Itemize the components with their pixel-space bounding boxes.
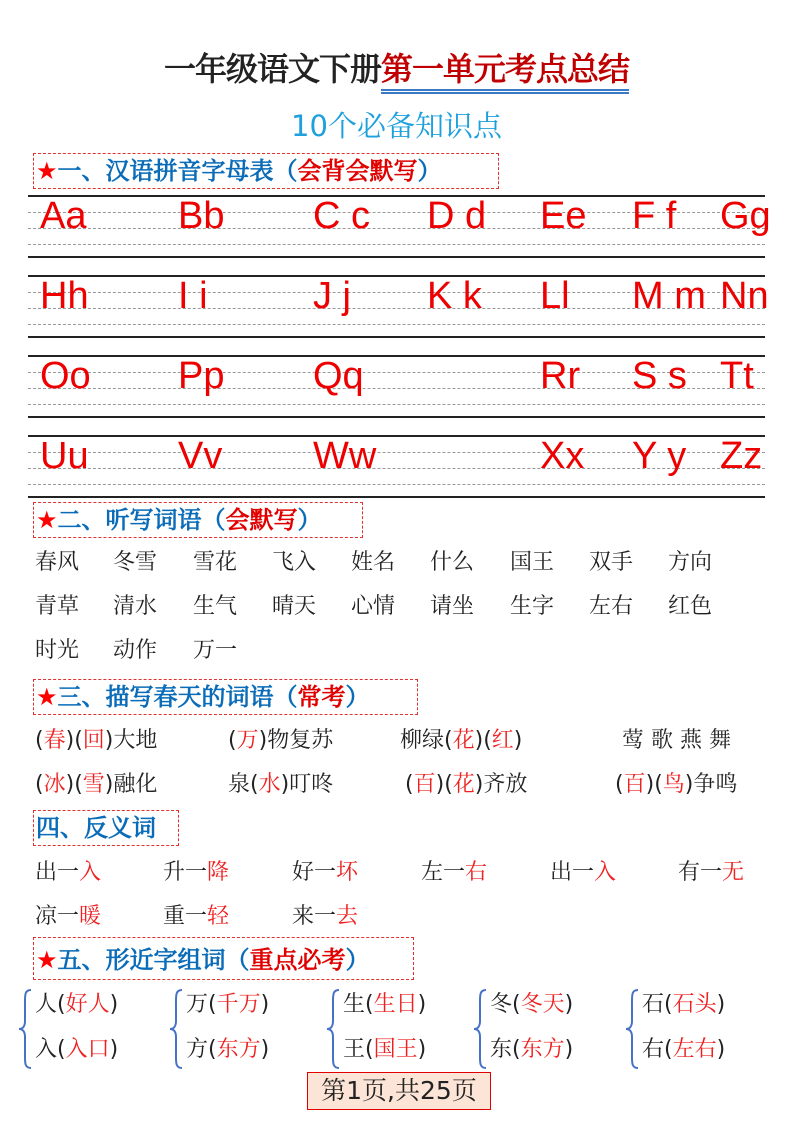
- heading-close: ）: [297, 506, 322, 534]
- character: 东: [490, 1037, 513, 1062]
- letter-pair: S s: [632, 355, 687, 397]
- paren: ): [417, 1037, 427, 1062]
- phrase-text: )融化: [104, 772, 158, 797]
- word-item: 动作: [113, 638, 158, 663]
- phrase-text: ): [513, 728, 523, 753]
- word-item: 国王: [510, 550, 555, 575]
- char-group-item: [490, 994, 573, 1016]
- word-item: 请坐: [430, 594, 475, 619]
- antonym-answer: 入: [594, 860, 617, 885]
- phrase-item: [405, 774, 527, 796]
- page-number: 第1页,共25页: [307, 1072, 491, 1110]
- antonym-answer: 暖: [79, 904, 102, 929]
- letter-pair: Xx: [540, 435, 585, 477]
- phrase-text: )(: [65, 728, 83, 753]
- word-item: 生气: [193, 594, 238, 619]
- heading-close: ）: [345, 683, 370, 711]
- phrase-item: [35, 774, 157, 796]
- phrase-text: )(: [474, 728, 492, 753]
- letter-pair: Y y: [632, 435, 687, 477]
- letter-pair: I i: [178, 275, 208, 317]
- phrase-text: (: [228, 728, 237, 753]
- antonym-pair: [678, 862, 744, 884]
- heading-close: ）: [417, 157, 442, 185]
- word-item: 方向: [668, 550, 713, 575]
- antonym-word: 来一: [292, 904, 337, 929]
- character: 入: [35, 1037, 58, 1062]
- phrase-text: )齐放: [474, 772, 528, 797]
- letter-pair: M m: [632, 275, 706, 317]
- antonym-word: 升一: [163, 860, 208, 885]
- heading-note: 重点必考: [249, 946, 346, 974]
- heading-label: 四、反义词: [36, 814, 156, 842]
- antonym-answer: 右: [465, 860, 488, 885]
- char-group-item: [490, 1039, 573, 1061]
- star-icon: ★: [36, 506, 58, 534]
- dotted-guide-line: [28, 324, 765, 325]
- letter-pair: F f: [632, 195, 677, 237]
- antonym-word: 凉一: [35, 904, 80, 929]
- word-item: 姓名: [351, 550, 396, 575]
- phrase-text: )(: [65, 772, 83, 797]
- brace-icon: [17, 988, 33, 1070]
- subtitle: 10个必备知识点: [291, 109, 502, 143]
- antonym-answer: 去: [336, 904, 359, 929]
- paren: ): [417, 992, 427, 1017]
- paren: ): [564, 1037, 574, 1062]
- heading-note: 会默写: [225, 506, 298, 534]
- paren: (: [512, 1037, 521, 1062]
- compound-word: 冬天: [520, 992, 565, 1017]
- heading-label: 五、形近字组词（: [57, 946, 250, 974]
- page-title: [0, 44, 793, 90]
- letter-pair: C c: [313, 195, 370, 237]
- char-group-item: [642, 994, 725, 1016]
- compound-word: 东方: [520, 1037, 565, 1062]
- word-item: 青草: [35, 594, 80, 619]
- phrase-item: [400, 730, 522, 752]
- heading-note: 常考: [297, 683, 346, 711]
- letter-pair: Nn: [720, 275, 769, 317]
- character: 石: [642, 992, 665, 1017]
- phrase-text: )物复苏: [258, 728, 334, 753]
- phrase-text: 柳绿(: [400, 728, 453, 753]
- word-item: 心情: [351, 594, 396, 619]
- phrase-item: [35, 730, 157, 752]
- antonym-word: 出一: [35, 860, 80, 885]
- brace-icon: [624, 988, 640, 1070]
- antonym-pair: [421, 862, 487, 884]
- character: 王: [343, 1037, 366, 1062]
- paren: (: [512, 992, 521, 1017]
- section3-heading: [33, 679, 418, 715]
- answer-text: 回: [82, 728, 105, 753]
- section1-heading: [33, 153, 499, 189]
- antonym-word: 左一: [421, 860, 466, 885]
- phrase-text: )(: [435, 772, 453, 797]
- paren: ): [109, 992, 119, 1017]
- antonym-answer: 入: [79, 860, 102, 885]
- answer-text: 冰: [43, 772, 66, 797]
- letter-pair: Aa: [40, 195, 87, 237]
- letter-pair: Oo: [40, 355, 91, 397]
- word-item: 冬雪: [113, 550, 158, 575]
- word-item: 双手: [589, 550, 634, 575]
- letter-pair: Hh: [40, 275, 89, 317]
- title-red: 第一单元考点总结: [381, 50, 629, 94]
- phrase-text: (: [405, 772, 414, 797]
- answer-text: 水: [258, 772, 281, 797]
- char-group-item: [343, 994, 426, 1016]
- antonym-answer: 坏: [336, 860, 359, 885]
- star-icon: ★: [36, 157, 58, 185]
- title-black: 一年级语文下册: [163, 50, 381, 88]
- answer-text: 花: [452, 728, 475, 753]
- answer-text: 万: [236, 728, 259, 753]
- paren: (: [208, 992, 217, 1017]
- brace-icon: [325, 988, 341, 1070]
- word-item: 生字: [510, 594, 555, 619]
- letter-pair: Gg: [720, 195, 771, 237]
- phrase-text: )大地: [104, 728, 158, 753]
- paren: ): [260, 1037, 270, 1062]
- phrase-text: (: [615, 772, 624, 797]
- antonym-word: 出一: [550, 860, 595, 885]
- star-icon: ★: [36, 946, 58, 974]
- char-group-item: [35, 1039, 118, 1061]
- antonym-pair: [292, 862, 358, 884]
- answer-text: 花: [452, 772, 475, 797]
- section4-heading: [33, 810, 179, 846]
- section5-heading: [33, 937, 414, 980]
- word-item: 清水: [113, 594, 158, 619]
- word-item: 雪花: [193, 550, 238, 575]
- paren: (: [664, 992, 673, 1017]
- answer-text: 百: [413, 772, 436, 797]
- letter-pair: D d: [427, 195, 487, 237]
- paren: (: [365, 1037, 374, 1062]
- answer-text: 雪: [82, 772, 105, 797]
- heading-label: 三、描写春天的词语（: [57, 683, 298, 711]
- letter-pair: K k: [427, 275, 482, 317]
- word-item: 飞入: [272, 550, 317, 575]
- answer-text: 春: [43, 728, 66, 753]
- phrase-text: (: [35, 728, 44, 753]
- phrase-text: 泉(: [228, 772, 259, 797]
- letter-pair: Bb: [178, 195, 225, 237]
- paren: ): [564, 992, 574, 1017]
- paren: ): [716, 1037, 726, 1062]
- phrase-item: [228, 730, 333, 752]
- character: 生: [343, 992, 366, 1017]
- antonym-pair: [35, 906, 101, 928]
- phrase-item: [228, 774, 333, 796]
- letter-pair: J j: [313, 275, 351, 317]
- paren: ): [109, 1037, 119, 1062]
- compound-word: 生日: [373, 992, 418, 1017]
- phrase-text: )(: [645, 772, 663, 797]
- answer-text: 红: [491, 728, 514, 753]
- paren: (: [57, 1037, 66, 1062]
- char-group-item: [642, 1039, 725, 1061]
- compound-word: 石头: [672, 992, 717, 1017]
- phrase-text: (: [35, 772, 44, 797]
- antonym-pair: [163, 906, 229, 928]
- paren: (: [208, 1037, 217, 1062]
- antonym-answer: 轻: [207, 904, 230, 929]
- paren: (: [664, 1037, 673, 1062]
- char-group-item: [343, 1039, 426, 1061]
- character: 冬: [490, 992, 513, 1017]
- heading-note: 会背会默写: [297, 157, 418, 185]
- phrase-item: [615, 774, 737, 796]
- brace-icon: [472, 988, 488, 1070]
- antonym-word: 重一: [163, 904, 208, 929]
- antonym-pair: [292, 906, 358, 928]
- antonym-pair: [163, 862, 229, 884]
- phrase-text: )争鸣: [684, 772, 738, 797]
- dotted-guide-line: [28, 484, 765, 485]
- phrase-item: [622, 730, 731, 752]
- letter-pair: Qq: [313, 355, 364, 397]
- antonym-pair: [35, 862, 101, 884]
- letter-pair: Zz: [720, 435, 763, 477]
- compound-word: 东方: [216, 1037, 261, 1062]
- phrase-text: )叮咚: [280, 772, 334, 797]
- antonym-word: 有一: [678, 860, 723, 885]
- word-item: 时光: [35, 638, 80, 663]
- letter-pair: Uu: [40, 435, 89, 477]
- character: 万: [186, 992, 209, 1017]
- antonym-word: 好一: [292, 860, 337, 885]
- dotted-guide-line: [28, 404, 765, 405]
- word-item: 红色: [668, 594, 713, 619]
- compound-word: 左右: [672, 1037, 717, 1062]
- antonym-pair: [550, 862, 616, 884]
- paren: ): [260, 992, 270, 1017]
- heading-label: 二、听写词语（: [57, 506, 226, 534]
- answer-text: 鸟: [662, 772, 685, 797]
- star-icon: ★: [36, 683, 58, 711]
- char-group-item: [35, 994, 118, 1016]
- char-group-item: [186, 994, 269, 1016]
- letter-pair: Vv: [178, 435, 223, 477]
- letter-pair: Tt: [720, 355, 754, 397]
- compound-word: 入口: [65, 1037, 110, 1062]
- character: 右: [642, 1037, 665, 1062]
- compound-word: 千万: [216, 992, 261, 1017]
- letter-pair: Rr: [540, 355, 581, 397]
- character: 方: [186, 1037, 209, 1062]
- letter-pair: Pp: [178, 355, 225, 397]
- compound-word: 国王: [373, 1037, 418, 1062]
- paren: (: [57, 992, 66, 1017]
- letter-pair: Ee: [540, 195, 587, 237]
- section2-heading: [33, 502, 363, 538]
- word-item: 晴天: [272, 594, 317, 619]
- letter-pair: Ll: [540, 275, 570, 317]
- paren: ): [716, 992, 726, 1017]
- word-item: 春风: [35, 550, 80, 575]
- char-group-item: [186, 1039, 269, 1061]
- antonym-answer: 降: [207, 860, 230, 885]
- answer-text: 百: [623, 772, 646, 797]
- antonym-answer: 无: [722, 860, 745, 885]
- letter-pair: Ww: [313, 435, 377, 477]
- word-item: 万一: [193, 638, 238, 663]
- word-item: 什么: [430, 550, 475, 575]
- character: 人: [35, 992, 58, 1017]
- compound-word: 好人: [65, 992, 110, 1017]
- heading-label: 一、汉语拼音字母表（: [57, 157, 298, 185]
- dotted-guide-line: [28, 244, 765, 245]
- brace-icon: [168, 988, 184, 1070]
- phrase-text: 莺 歌 燕 舞: [622, 728, 731, 753]
- word-item: 左右: [589, 594, 634, 619]
- paren: (: [365, 992, 374, 1017]
- heading-close: ）: [345, 946, 370, 974]
